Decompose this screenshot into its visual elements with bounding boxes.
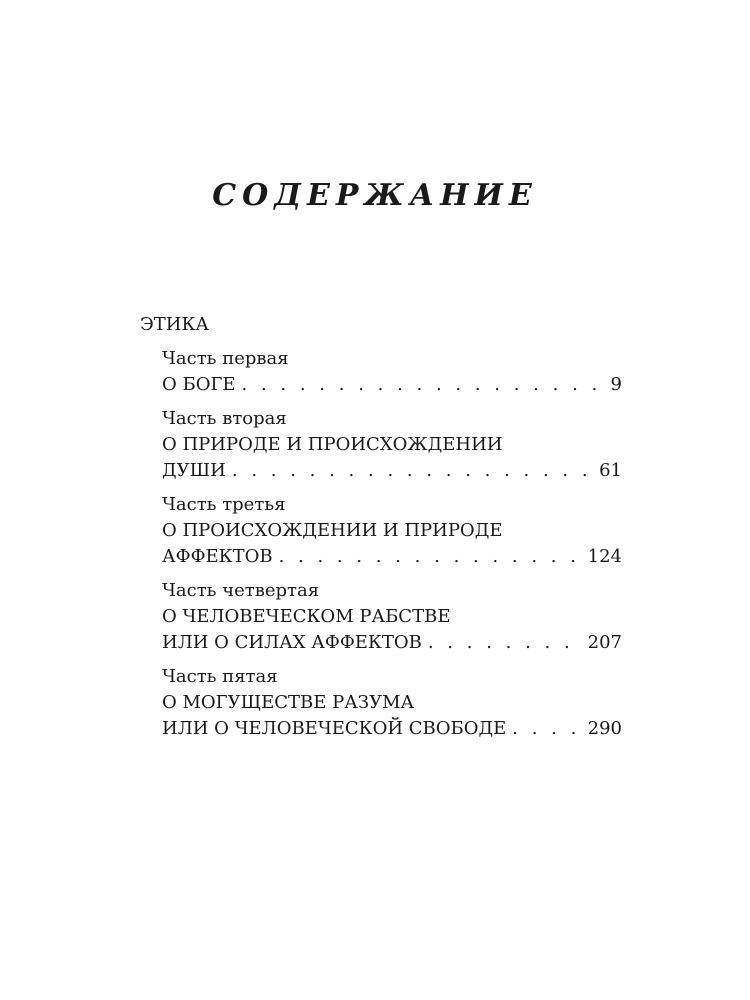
toc-section-title: ЭТИКА bbox=[140, 314, 210, 335]
toc-part-1 bbox=[162, 346, 622, 398]
part-title: ИЛИ О ЧЕЛОВЕЧЕСКОЙ СВОБОДЕ bbox=[162, 718, 507, 739]
toc-part-5 bbox=[162, 664, 622, 742]
part-title-line: О ПРОИСХОЖДЕНИИ И ПРИРОДЕ bbox=[162, 520, 503, 541]
toc-part-2 bbox=[162, 406, 622, 484]
toc-entry[interactable] bbox=[162, 372, 622, 398]
page-number: 207 bbox=[587, 632, 622, 653]
part-title-line: О МОГУЩЕСТВЕ РАЗУМА bbox=[162, 692, 415, 713]
table-of-contents bbox=[140, 312, 622, 742]
part-title: ДУШИ bbox=[162, 460, 226, 481]
part-label: Часть первая bbox=[162, 348, 289, 369]
part-title: АФФЕКТОВ bbox=[162, 546, 273, 567]
toc-entry[interactable] bbox=[162, 716, 622, 742]
toc-entry[interactable] bbox=[162, 630, 622, 656]
dot-leader bbox=[242, 372, 604, 398]
part-label: Часть четвертая bbox=[162, 580, 320, 601]
part-title: ИЛИ О СИЛАХ АФФЕКТОВ bbox=[162, 632, 422, 653]
page-number: 61 bbox=[599, 460, 622, 481]
toc-part-3 bbox=[162, 492, 622, 570]
part-title-line: О ЧЕЛОВЕЧЕСКОМ РАБСТВЕ bbox=[162, 606, 451, 627]
dot-leader bbox=[428, 630, 582, 656]
part-label: Часть вторая bbox=[162, 408, 287, 429]
toc-part-4 bbox=[162, 578, 622, 656]
dot-leader bbox=[232, 458, 593, 484]
dot-leader bbox=[279, 544, 582, 570]
page-number: 9 bbox=[610, 374, 622, 395]
part-label: Часть пятая bbox=[162, 666, 278, 687]
part-label: Часть третья bbox=[162, 494, 286, 515]
page-number: 290 bbox=[587, 718, 622, 739]
page-title: СОДЕРЖАНИЕ bbox=[212, 178, 538, 213]
dot-leader bbox=[512, 716, 581, 742]
part-title: О БОГЕ bbox=[162, 374, 236, 395]
page-number: 124 bbox=[587, 546, 622, 567]
toc-entry[interactable] bbox=[162, 544, 622, 570]
part-title-line: О ПРИРОДЕ И ПРОИСХОЖДЕНИИ bbox=[162, 434, 503, 455]
toc-entry[interactable] bbox=[162, 458, 622, 484]
